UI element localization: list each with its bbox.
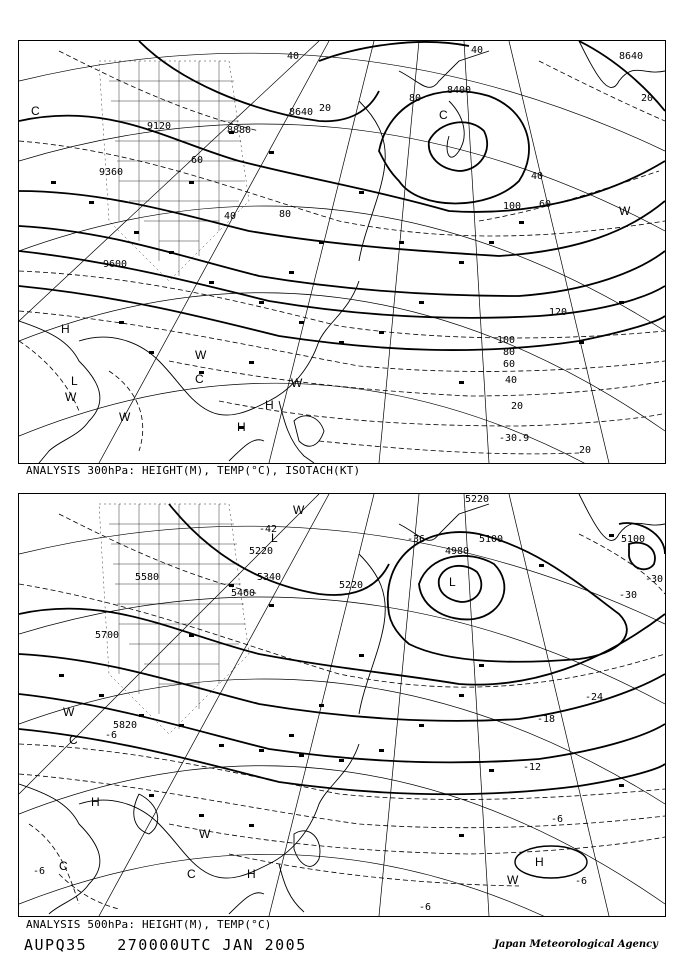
temperature-label: -6 [33,866,46,877]
isotach-label: 60 [191,155,204,166]
warm-center-mark: W [195,348,207,362]
isotach-label: 120 [549,307,568,318]
high-center-mark: H [535,855,544,869]
temperature-label: -6 [105,730,118,741]
height-label: 8880 [227,125,252,136]
isotach-label: 80 [279,209,292,220]
temperature-label: -6 [551,814,564,825]
isotach-label: 20 [641,93,654,104]
isotach-label: 40 [471,45,484,56]
warm-center-mark: W [199,827,211,841]
low-center-mark: L [271,531,278,545]
temperature-label: -36 [407,534,426,545]
height-contours-300 [19,41,665,350]
isotherms-500 [19,514,665,909]
height-label: 5100 [479,534,504,545]
warm-center-mark: W [619,204,631,218]
graticule-300 [19,41,665,463]
high-center-mark: H [91,795,100,809]
height-contours-500 [19,504,665,794]
height-label: 5700 [95,630,120,641]
cold-center-mark: C [59,859,68,873]
coastlines-300 [19,41,665,463]
warm-center-mark: W [291,376,303,390]
valid-time: 270000UTC JAN 2005 [117,936,307,954]
cold-center-mark: C [69,733,78,747]
low-center-mark: L [71,374,78,388]
height-label: 5100 [621,534,646,545]
temperature-label: -24 [585,692,604,703]
warm-center-mark: W [293,503,305,517]
isotach-label: 20 [319,103,332,114]
isotach-label: 60 [539,199,552,210]
temperature-label: -18 [537,714,556,725]
high-center-mark: H [247,867,256,881]
pressure-centers-500 [59,503,544,887]
high-center-mark: H [237,420,246,434]
warm-center-mark: W [507,873,519,887]
isotach-label: 40 [505,375,518,386]
coastlines-500 [19,494,665,914]
isotach-label: 60 [503,359,516,370]
chart-identifier [24,936,337,954]
graticule-500 [19,494,665,916]
map-300hpa-canvas [19,41,665,463]
height-label: 8640 [619,51,644,62]
panel-caption-500: ANALYSIS 500hPa: HEIGHT(M), TEMP(°C) [26,918,272,931]
analysis-300hpa-map [18,40,666,464]
cold-center-mark: C [187,867,196,881]
height-label: 9120 [147,121,172,132]
height-label: 8400 [447,85,472,96]
temperature-label: -6 [419,902,432,913]
map-500hpa-canvas [19,494,665,916]
agency-credit: Japan Meteorological Agency [494,939,658,950]
panel-caption-300: ANALYSIS 300hPa: HEIGHT(M), TEMP(°C), ISOTACH(KT) [26,464,361,477]
warm-center-mark: W [63,705,75,719]
high-center-mark: H [61,322,70,336]
height-label: 5220 [249,546,274,557]
height-labels-300 [99,51,643,270]
analysis-500hpa-map [18,493,666,917]
temperature-label: -30 [645,574,664,585]
warm-center-mark: W [119,410,131,424]
warm-center-mark: W [65,390,77,404]
cold-center-mark: C [439,108,448,122]
cold-center-mark: C [195,372,204,386]
temperature-label: -42 [259,524,278,535]
height-label: 5820 [113,720,138,731]
isotach-label: 40 [531,171,544,182]
height-label: 5340 [257,572,282,583]
height-label: 9360 [99,167,124,178]
cold-center-mark: C [31,104,40,118]
temperature-label: -12 [523,762,542,773]
isotach-label: 80 [409,93,422,104]
height-label: 4980 [445,546,470,557]
high-center-mark: H [265,398,274,412]
height-labels-500 [95,494,645,731]
product-code: AUPQ35 [24,936,88,954]
temperature-label: -6 [575,876,588,887]
height-label: 9600 [103,259,128,270]
isotachs-300 [19,51,665,454]
height-label: 5220 [339,580,364,591]
isotach-label: 80 [503,347,516,358]
low-center-mark: L [449,575,456,589]
height-label: 5220 [465,494,490,505]
height-label: 5580 [135,572,160,583]
isotach-label: 100 [503,201,522,212]
isotach-label: 40 [287,51,300,62]
height-label: 8640 [289,107,314,118]
isotach-label: 20 [511,401,524,412]
terrain-hatch-500 [99,504,249,734]
temperature-label: -30 [619,590,638,601]
high-center-ellipse [515,846,587,878]
height-label: 5460 [231,588,256,599]
isotach-label: 100 [497,335,516,346]
isotach-label: 20 [579,445,592,456]
temperature-label: -30.9 [499,433,530,444]
isotach-label: 40 [224,211,237,222]
